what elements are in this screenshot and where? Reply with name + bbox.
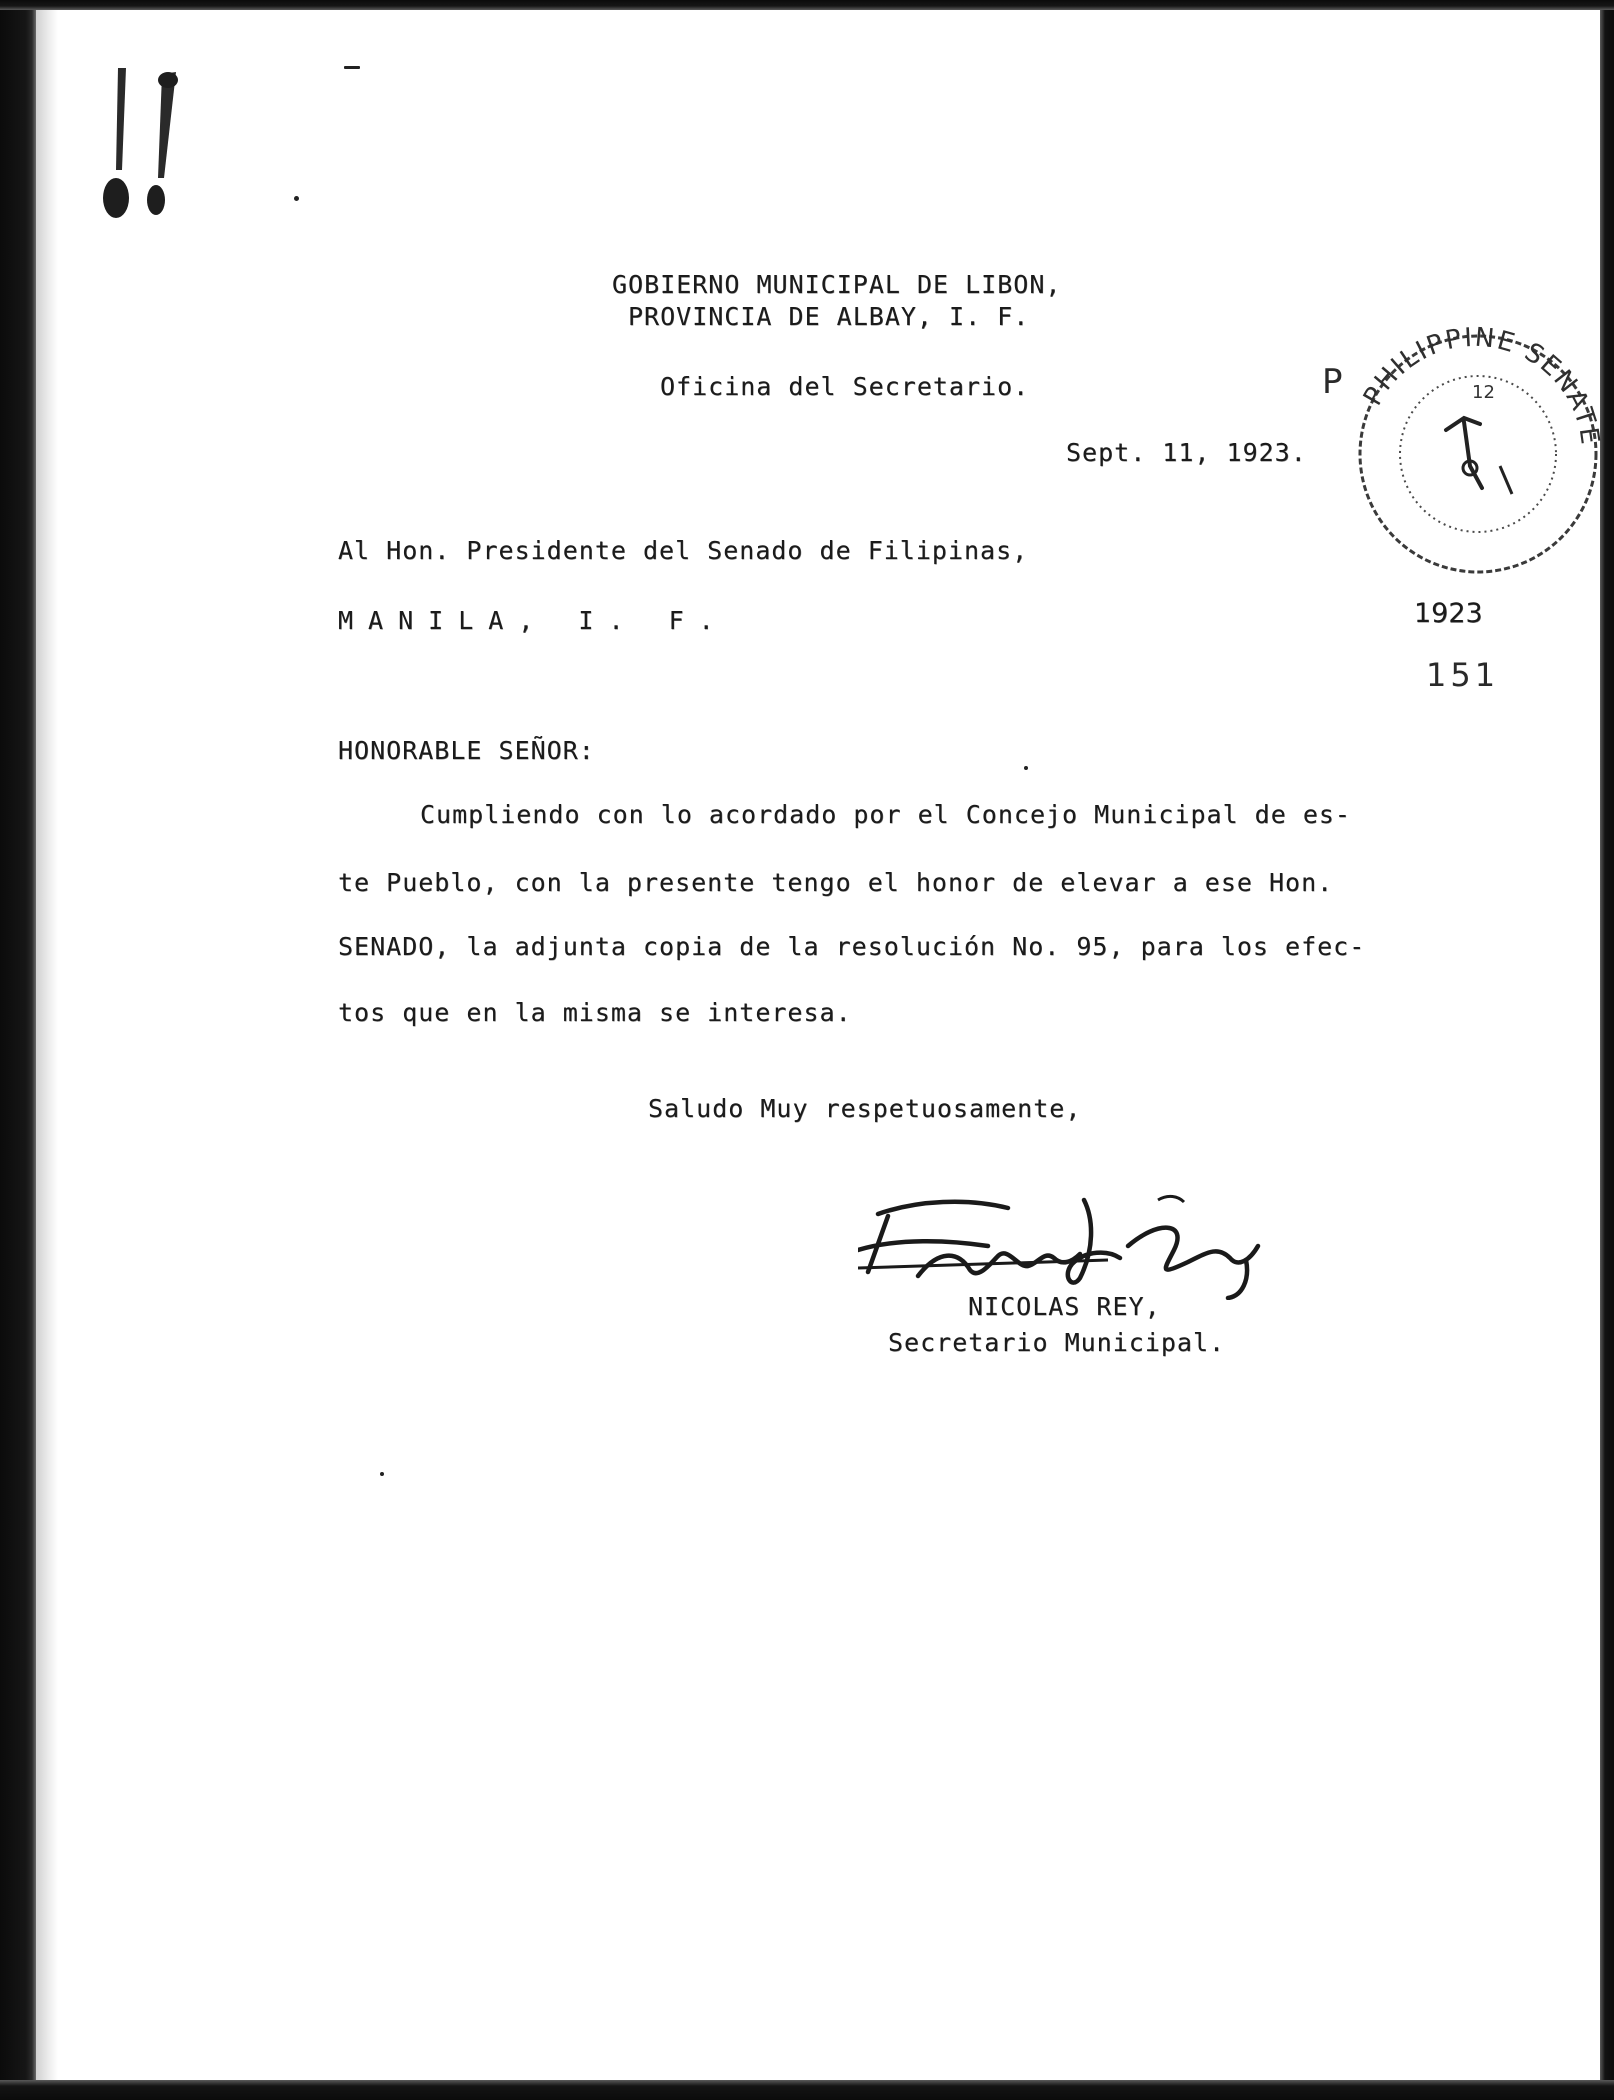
body-line-1: Cumpliendo con lo acordado por el Concejo Municipal de es- bbox=[420, 800, 1351, 829]
closing-line: Saludo Muy respetuosamente, bbox=[648, 1094, 1082, 1123]
stamp-year: 1923 bbox=[1414, 598, 1483, 629]
salutation: HONORABLE SEÑOR: bbox=[338, 736, 595, 765]
signatory-name: NICOLAS REY, bbox=[968, 1292, 1161, 1321]
office-line: Oficina del Secretario. bbox=[660, 372, 1030, 401]
scan-frame-bottom bbox=[0, 2080, 1614, 2100]
body-line-3: SENADO, la adjunta copia de la resolución No. 95, para los efec- bbox=[338, 932, 1366, 961]
scan-frame-left bbox=[0, 0, 36, 2100]
senate-received-stamp bbox=[1340, 318, 1610, 588]
letterhead-line-1: GOBIERNO MUNICIPAL DE LIBON, bbox=[612, 270, 1062, 299]
letterhead-line-2: PROVINCIA DE ALBAY, I. F. bbox=[628, 302, 1030, 331]
scan-speck bbox=[380, 1472, 384, 1476]
scan-speck bbox=[344, 66, 360, 69]
body-line-4: tos que en la misma se interesa. bbox=[338, 998, 852, 1027]
margin-annotation-letter: P bbox=[1322, 362, 1343, 402]
scan-edge-shadow bbox=[36, 10, 58, 2080]
signatory-title: Secretario Municipal. bbox=[888, 1328, 1226, 1357]
letter-date: Sept. 11, 1923. bbox=[1066, 438, 1307, 467]
stamp-arc-text: PHILIPPINE SENATE bbox=[1357, 322, 1606, 449]
handwritten-signature bbox=[858, 1180, 1278, 1300]
scan-frame-right bbox=[1600, 0, 1614, 2100]
stamp-number: 151 bbox=[1426, 656, 1500, 694]
recipient-line-2: MANILA, I. F. bbox=[338, 606, 729, 635]
recipient-line-1: Al Hon. Presidente del Senado de Filipinas, bbox=[338, 536, 1029, 565]
scan-speck bbox=[294, 196, 299, 201]
scan-frame-top bbox=[0, 0, 1614, 10]
corner-ink-marks bbox=[96, 60, 206, 220]
body-line-2: te Pueblo, con la presente tengo el honor de elevar a ese Hon. bbox=[338, 868, 1334, 897]
scan-speck bbox=[1024, 766, 1028, 770]
stamp-day: 12 bbox=[1472, 382, 1495, 403]
